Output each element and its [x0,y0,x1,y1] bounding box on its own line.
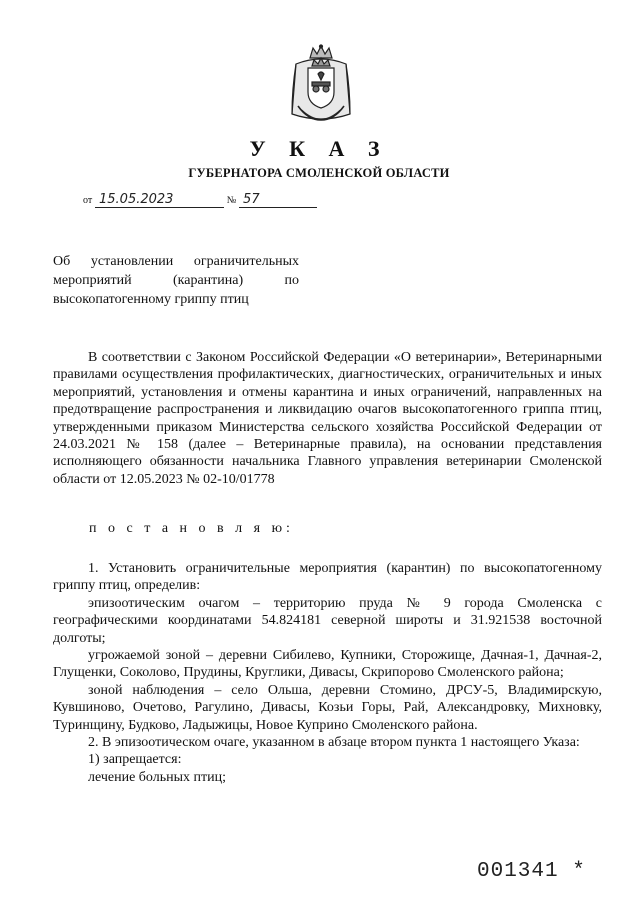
date-label: от [83,195,93,206]
subject-line: мероприятий (карантина) по [53,273,299,288]
item-paragraph: лечение больных птиц; [88,769,226,785]
issuer-title: ГУБЕРНАТОРА СМОЛЕНСКОЙ ОБЛАСТИ [188,166,450,180]
decree-items [53,560,602,786]
subject-line: Об установлении ограничительных [53,254,299,269]
document-title: У К А З [249,136,389,161]
number-label: № [226,195,237,206]
subject-line: высокопатогенному гриппу птиц [53,292,249,307]
preamble-block [53,349,602,488]
item-paragraph: 1. Установить ограничительные мероприятия (карантин) по высокопатогенному гриппу птиц, определив: [53,561,602,594]
date-number-line [83,192,317,208]
item-paragraph: зоной наблюдения – село Ольша, деревни Стомино, ДРСУ-5, Владимирскую, Кувшиново, Очетово, Рагулино, Дивасы, Козьи Горы, Рай, Александровку, Михновку, Туринщину, Будково, Ладыжицы, Новое Куприно Смоленского района. [53,682,602,733]
preamble-paragraph: В соответствии с Законом Российской Федерации «О ветеринарии», Ветеринарными правилами осуществления профилактических, диагностических, ограничительных и иных мероприятий, установления и отмены карантина и иных ограничений, направленных на предотвращение распространения и ликвидацию очагов высокопатогенного гриппа птиц, утвержденными приказом Министерства сельского хозяйства Российской Федерации от 24.03.2021 № 158 (далее – Ветеринарные правила), на основании представления исполняющего обязанности начальника Главного управления ветеринарии Смоленской области от 12.05.2023 № 02-10/01778 [53,350,602,487]
item-paragraph: угрожаемой зоной – деревни Сибилево, Купники, Сторожище, Дачная-1, Дачная-2, Глущенки, Соколово, Прудины, Круглики, Дивасы, Скрипорово Смоленского района; [53,648,602,681]
number-value: 57 [239,192,317,208]
item-paragraph: эпизоотическим очагом – территорию пруда № 9 города Смоленска с географическими координатами 54.824181 северной широты и 31.921538 восточной долготы; [53,595,602,646]
decree-word: п о с т а н о в л я ю: [89,521,294,536]
item-paragraph: 1) запрещается: [88,752,182,768]
subject-block [53,252,299,309]
date-value: 15.05.2023 [95,192,224,208]
item-paragraph: 2. В эпизоотическом очаге, указанном в абзаце втором пункта 1 настоящего Указа: [88,735,580,751]
serial-number: 001341 * [477,860,586,883]
smolensk-coat-of-arms-icon [288,44,354,126]
